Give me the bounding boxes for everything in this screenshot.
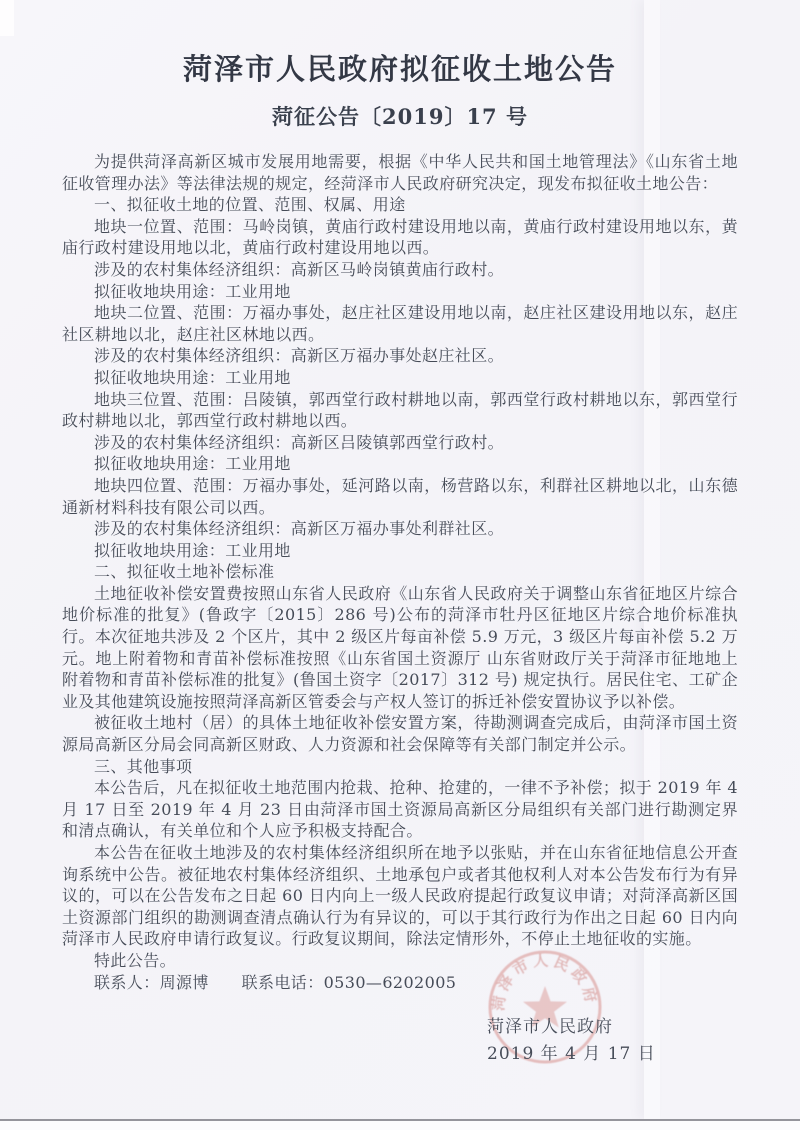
- section-three-heading: 三、其他事项: [94, 756, 193, 776]
- section-two-heading: 二、拟征收土地补偿标准: [94, 562, 275, 582]
- document-number: 菏征公告〔2019〕17 号: [272, 104, 528, 129]
- seal-text: 菏泽市人民政府: [489, 951, 601, 1012]
- plot-four-organization: 涉及的农村集体经济组织：高新区万福办事处利群社区。: [94, 519, 505, 539]
- plot-three-organization: 涉及的农村集体经济组织：高新区吕陵镇郭西堂行政村。: [94, 432, 505, 452]
- plot-three-use: 拟征收地块用途：工业用地: [94, 454, 291, 474]
- signature-date: 2019 年 4 月 17 日: [487, 1044, 656, 1064]
- scan-bottom-margin: [0, 1121, 800, 1130]
- plot-four-use: 拟征收地块用途：工业用地: [94, 540, 291, 560]
- plot-one-use: 拟征收地块用途：工业用地: [94, 281, 291, 301]
- intro-paragraph: 为提供菏泽高新区城市发展用地需要，根据《中华人民共和国土地管理法》《山东省土地征收管理办法》等法律法规的规定，经菏泽市人民政府研究决定，现发布拟征收土地公告：: [62, 152, 738, 193]
- plot-one-organization: 涉及的农村集体经济组织：高新区马岭岗镇黄庙行政村。: [94, 259, 505, 279]
- section-one-heading: 一、拟征收土地的位置、范围、权属、用途: [94, 195, 406, 215]
- compensation-standard-paragraph: 土地征收补偿安置费按照山东省人民政府《山东省人民政府关于调整山东省征地区片综合地价标准的批复》(鲁政字〔2015〕286 号)公布的菏泽市牡丹区征地区片综合地价标准执行。本次征地共涉及 2 个区片，其中 2 级区片每亩补偿 5.9 万元，3 级区片每亩补偿 5.2 万元。地上附着物和青苗补偿标准按照《山东省国土资源厅 山东省财政厅关于菏泽市征地地上附着物和青苗补偿标准的批复》(鲁国土资字〔2017〕312 号) 规定执行。居民住宅、工矿企业及其他建筑设施按照菏泽高新区管委会与产权人签订的拆迁补偿安置协议予以补偿。: [62, 583, 738, 711]
- plot-two-location: 地块二位置、范围：万福办事处，赵庄社区建设用地以南，赵庄社区建设用地以东，赵庄社区耕地以北，赵庄社区林地以西。: [62, 303, 738, 344]
- plot-two-use: 拟征收地块用途：工业用地: [94, 367, 291, 387]
- signature-issuer: 菏泽市人民政府: [487, 1017, 613, 1037]
- closing-statement: 特此公告。: [94, 950, 177, 970]
- plot-two-organization: 涉及的农村集体经济组织：高新区万福办事处赵庄社区。: [94, 346, 505, 366]
- plot-three-location: 地块三位置、范围：吕陵镇，郭西堂行政村耕地以南，郭西堂行政村耕地以东，郭西堂行政村耕地以北，郭西堂行政村耕地以西。: [62, 389, 738, 431]
- document-body: [62, 151, 738, 993]
- signature-block: [487, 1014, 656, 1068]
- page-title: 菏泽市人民政府拟征收土地公告: [182, 52, 617, 86]
- resettlement-plan-paragraph: 被征收土地村（居）的具体土地征收补偿安置方案，待勘测调查完成后，由菏泽市国土资源局高新区分局会同高新区财政、人力资源和社会保障等有关部门制定并公示。: [62, 713, 738, 755]
- other-matters-paragraph-1: 本公告后，凡在拟征收土地范围内抢栽、抢种、抢建的，一律不予补偿；拟于 2019 年 4 月 17 日至 2019 年 4 月 23 日由菏泽市国土资源局高新区分局组织有关部门进行勘测定界和清点确认，有关单位和个人应予积极支持配合。: [62, 778, 738, 841]
- scan-artifact-corner: [0, 0, 14, 36]
- other-matters-paragraph-2: 本公告在征收土地涉及的农村集体经济组织所在地予以张贴，并在山东省征地信息公开查询系统中公告。被征地农村集体经济组织、土地承包户或者其他权利人对本公告发布行为有异议的，可以在公告发布之日起 60 日内向上一级人民政府提起行政复议申请；对菏泽高新区国土资源部门组织的勘测调查清点确认行为有异议的，可以于其行政行为作出之日起 60 日内向菏泽市人民政府申请行政复议。行政复议期间，除法定情形外，不停止土地征收的实施。: [62, 843, 738, 949]
- plot-one-location: 地块一位置、范围：马岭岗镇，黄庙行政村建设用地以南，黄庙行政村建设用地以东，黄庙行政村建设用地以北，黄庙行政村建设用地以西。: [62, 216, 738, 258]
- contact-line: 联系人：周源博 联系电话：0530—6202005: [94, 972, 457, 992]
- plot-four-location: 地块四位置、范围：万福办事处，延河路以南，杨营路以东，利群社区耕地以北，山东德通新材料科技有限公司以西。: [62, 475, 738, 517]
- document-content: [62, 0, 738, 993]
